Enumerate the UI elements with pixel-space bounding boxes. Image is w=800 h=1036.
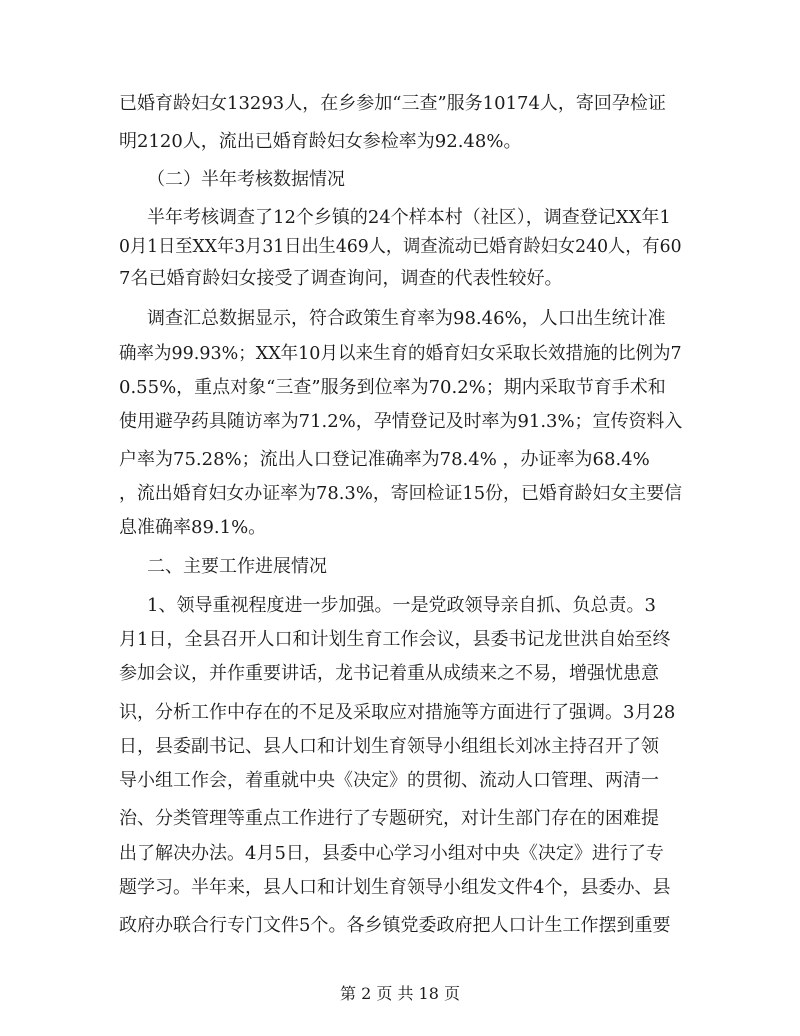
- text-line: 0.55%，重点对象“三查”服务到位率为70.2%；期内采取节育手术和: [119, 377, 666, 398]
- text-line: 已婚育龄妇女13293人，在乡参加“三查”服务10174人，寄回孕检证: [119, 93, 666, 114]
- page-number-footer: 第 2 页 共 18 页: [340, 984, 460, 1003]
- text-line: 确率为99.93%；XX年10月以来生育的婚育妇女采取长效措施的比例为7: [119, 343, 682, 364]
- text-line: 半年考核调查了12个乡镇的24个样本村（社区），调查登记XX年1: [147, 207, 671, 228]
- text-line: 使用避孕药具随访率为71.2%，孕情登记及时率为91.3%；宣传资料入: [119, 411, 683, 432]
- text-line: 息准确率89.1%。: [119, 517, 267, 538]
- text-line: 月1日，全县召开人口和计划生育工作会议，县委书记龙世洪自始至终: [119, 629, 671, 650]
- text-line: 参加会议，并作重要讲话，龙书记着重从成绩来之不易，增强忧患意: [119, 663, 659, 684]
- section-heading: 二、主要工作进展情况: [147, 556, 327, 577]
- text-line: 治、分类管理等重点工作进行了专题研究，对计生部门存在的困难提: [119, 808, 659, 829]
- section-heading: （二）半年考核数据情况: [147, 169, 345, 190]
- text-line: 导小组工作会，着重就中央《决定》的贯彻、流动人口管理、两清一: [119, 770, 659, 791]
- text-line: 7名已婚育龄妇女接受了调查询问，调查的代表性较好。: [119, 268, 563, 289]
- text-line: ，流出婚育妇女办证率为78.3%，寄回检证15份，已婚育龄妇女主要信: [119, 483, 683, 504]
- text-line: 户率为75.28%；流出人口登记准确率为78.4% ，办证率为68.4%: [119, 449, 650, 470]
- text-line: 1、领导重视程度进一步加强。一是党政领导亲自抓、负总责。3: [147, 595, 656, 616]
- text-line: 0月1日至XX年3月31日出生469人，调查流动已婚育龄妇女240人，有60: [119, 236, 682, 257]
- text-line: 题学习。半年来，县人口和计划生育领导小组发文件4个，县委办、县: [119, 877, 671, 898]
- text-line: 出了解决办法。4月5日，县委中心学习小组对中央《决定》进行了专: [119, 843, 664, 864]
- text-line: 政府办联合行专门文件5个。各乡镇党委政府把人口计生工作摆到重要: [119, 915, 671, 936]
- text-line: 识，分析工作中存在的不足及采取应对措施等方面进行了强调。3月28: [119, 702, 676, 723]
- text-line: 明2120人，流出已婚育龄妇女参检率为92.48%。: [119, 131, 522, 152]
- text-line: 日，县委副书记、县人口和计划生育领导小组组长刘冰主持召开了领: [119, 736, 659, 757]
- text-line: 调查汇总数据显示，符合政策生育率为98.46%，人口出生统计准: [147, 308, 666, 329]
